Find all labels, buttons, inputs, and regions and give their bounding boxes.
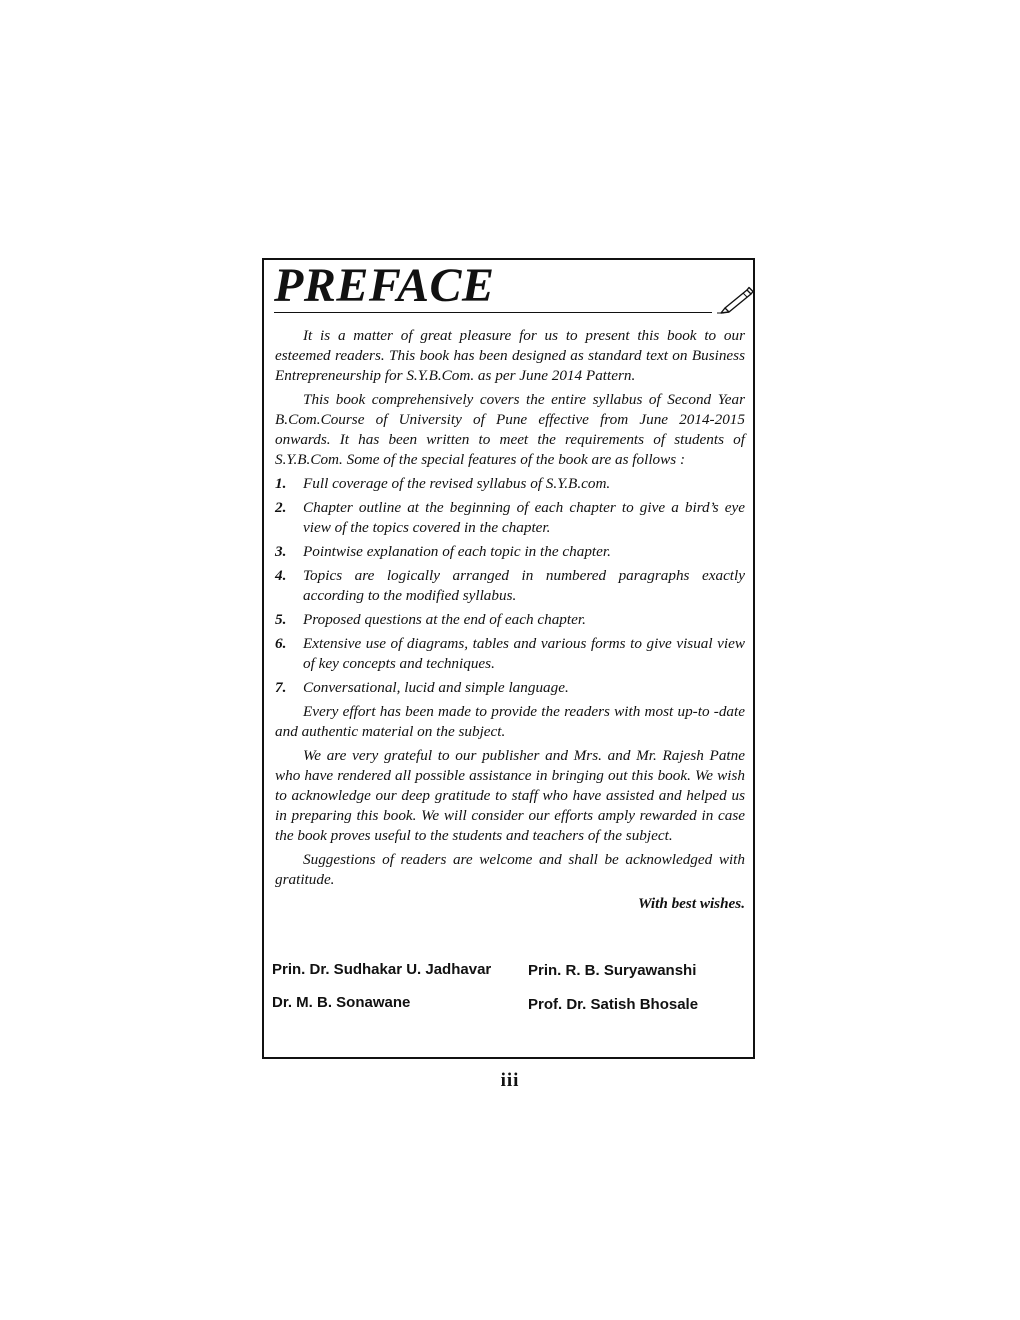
item-text: Extensive use of diagrams, tables and various forms to give visual view of key concepts and techniques. xyxy=(303,635,745,672)
item-number: 7. xyxy=(275,679,287,696)
item-text: Topics are logically arranged in numbered paragraphs exactly according to the modified syllabus. xyxy=(303,567,745,604)
intro-paragraph: It is a matter of great pleasure for us to present this book to our esteemed readers. This book has been designed as standard text on Business Entrepreneurship for S.Y.B.Com. as per June 2014 Pattern. xyxy=(275,327,745,384)
author-name: Prin. Dr. Sudhakar U. Jadhavar xyxy=(272,961,492,978)
item-number: 4. xyxy=(275,567,287,584)
list-item xyxy=(275,498,745,538)
item-text: Chapter outline at the beginning of each chapter to give a bird’s eye view of the topics covered in the chapter. xyxy=(303,499,745,536)
syllabus-paragraph: This book comprehensively covers the entire syllabus of Second Year B.Com.Course of University of Pune effective from June 2014-2015 onwards. It has been written to meet the requirements of students of S.Y.B.Com. Some of the special features of the book are as follows : xyxy=(275,391,745,468)
preface-body xyxy=(275,326,745,914)
closing-line: With best wishes. xyxy=(637,895,745,912)
title-underline xyxy=(274,312,712,313)
author-name: Prin. R. B. Suryawanshi xyxy=(528,962,697,979)
list-item xyxy=(275,566,745,606)
item-number: 3. xyxy=(275,543,287,560)
list-item xyxy=(275,678,745,698)
item-text: Proposed questions at the end of each chapter. xyxy=(303,611,586,628)
features-list xyxy=(275,474,745,698)
author-name: Dr. M. B. Sonawane xyxy=(272,994,411,1011)
page-title: PREFACE xyxy=(274,259,495,312)
gratitude-paragraph: We are very grateful to our publisher and Mrs. and Mr. Rajesh Patne who have rendered all possible assistance in bringing out this book. We wish to acknowledge our deep gratitude to staff who have assisted and helped us in preparing this book. We will consider our efforts amply rewarded in case the book proves useful to the students and teachers of the subject. xyxy=(275,747,745,844)
item-text: Conversational, lucid and simple language. xyxy=(303,679,569,696)
page-number: iii xyxy=(500,1070,520,1091)
author-name: Prof. Dr. Satish Bhosale xyxy=(528,996,699,1013)
item-number: 6. xyxy=(275,635,287,652)
item-text: Pointwise explanation of each topic in the chapter. xyxy=(303,543,611,560)
item-text: Full coverage of the revised syllabus of S.Y.B.com. xyxy=(303,475,611,492)
list-item xyxy=(275,474,745,494)
pen-icon xyxy=(716,284,754,314)
item-number: 1. xyxy=(275,475,287,492)
list-item xyxy=(275,542,745,562)
item-number: 2. xyxy=(275,499,287,516)
preface-frame xyxy=(262,258,755,1059)
list-item xyxy=(275,610,745,630)
item-number: 5. xyxy=(275,611,287,628)
effort-paragraph: Every effort has been made to provide the readers with most up-to -date and authentic material on the subject. xyxy=(275,703,745,740)
suggestions-paragraph: Suggestions of readers are welcome and shall be acknowledged with gratitude. xyxy=(275,851,745,888)
list-item xyxy=(275,634,745,674)
